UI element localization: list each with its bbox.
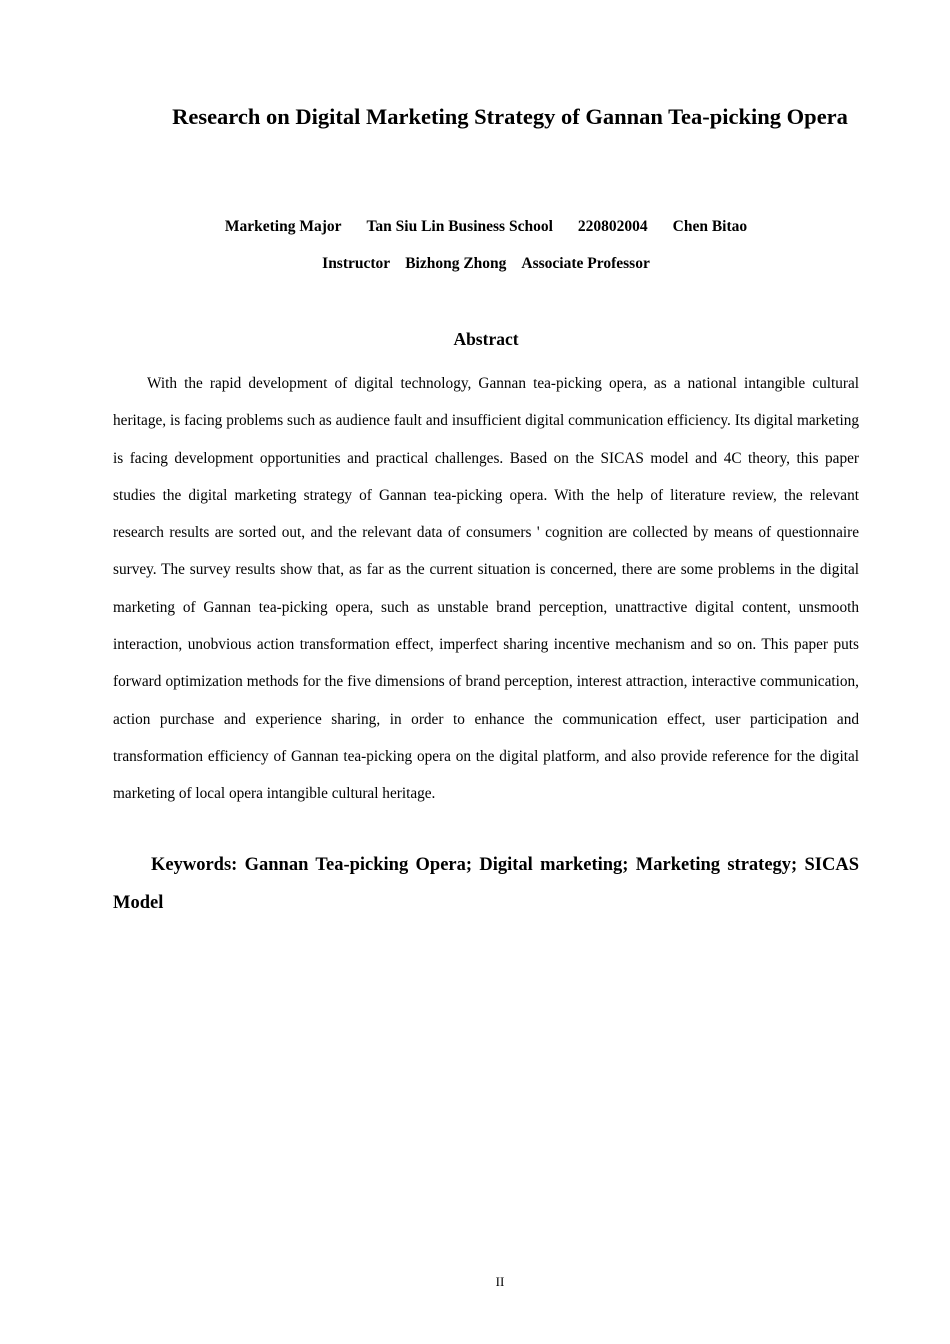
student-id: 220802004 <box>577 218 648 235</box>
instructor-label: Instructor <box>322 255 391 272</box>
instructor-line <box>0 254 950 274</box>
abstract-body: With the rapid development of digital technology, Gannan tea-picking opera, as a national intangible cultural heritage, is facing problems such as audience fault and insufficient digital communication efficiency. Its digital marketing is facing development opportunities and practical challenges. Based on the SICAS model and 4C theory, this paper studies the digital marketing strategy of Gannan tea-picking opera. With the help of literature review, the relevant research results are sorted out, and the relevant data of consumers ' cognition are collected by means of questionnaire survey. The survey results show that, as far as the current situation is concerned, there are some problems in the digital marketing of Gannan tea-picking opera, such as unstable brand perception, unattractive digital content, unsmooth interaction, unobvious action transformation effect, imperfect sharing incentive mechanism and so on. This paper puts forward optimization methods for the five dimensions of brand perception, interest attraction, interactive communication, action purchase and experience sharing, in order to enhance the communication effect, user participation and transformation efficiency of Gannan tea-picking opera on the digital platform, and also provide reference for the digital marketing of local opera intangible cultural heritage. <box>113 375 859 803</box>
instructor-title: Associate Professor <box>521 255 650 272</box>
school: Tan Siu Lin Business School <box>366 218 553 235</box>
page-number: II <box>495 1274 505 1289</box>
major: Marketing Major <box>224 218 342 235</box>
author-name: Chen Bitao <box>672 218 748 235</box>
instructor-name: Bizhong Zhong <box>405 255 507 272</box>
keywords: Keywords: Gannan Tea-picking Opera; Digital marketing; Marketing strategy; SICAS Model <box>113 855 859 913</box>
author-info-line <box>0 217 950 237</box>
paper-title: Research on Digital Marketing Strategy of Gannan Tea-picking Opera <box>172 104 848 129</box>
abstract-heading: Abstract <box>453 329 519 349</box>
